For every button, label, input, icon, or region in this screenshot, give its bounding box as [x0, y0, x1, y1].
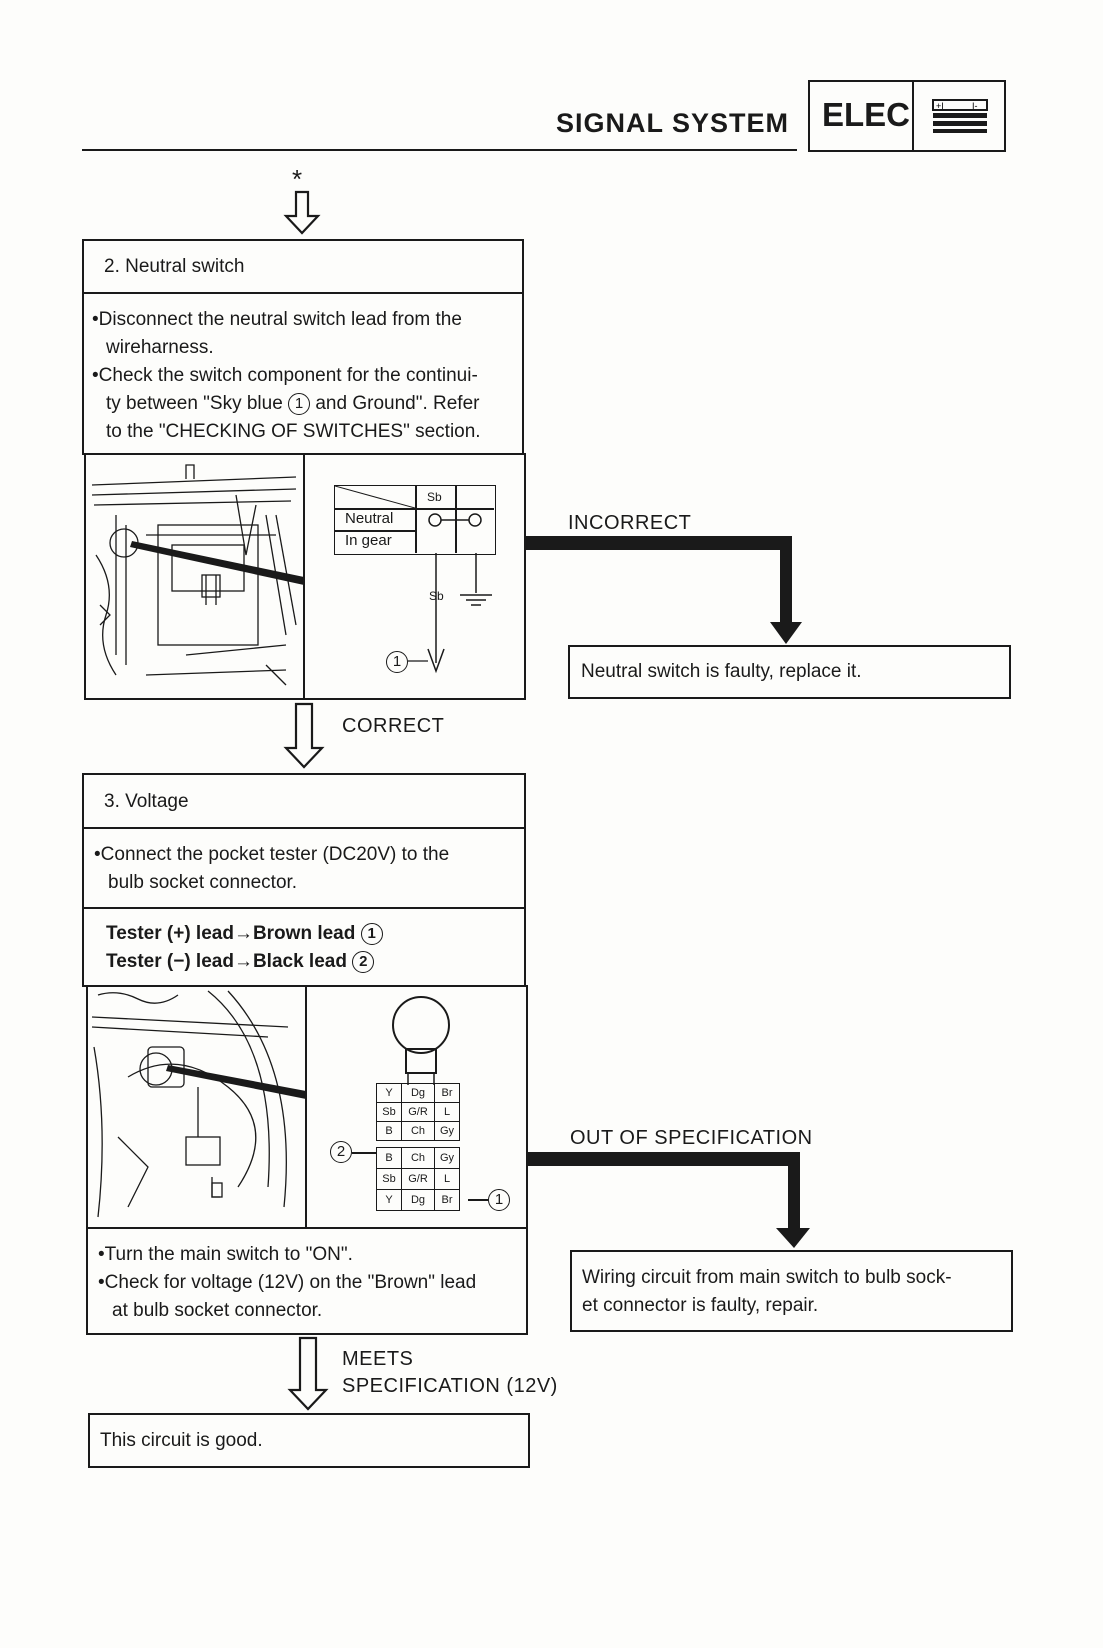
step3-line1: •Connect the pocket tester (DC20V) to the — [94, 844, 450, 865]
wire-label-sb: Sb — [429, 589, 444, 603]
pin: Y — [377, 1084, 402, 1103]
pin: Gy — [435, 1148, 460, 1169]
terminal-callout-1: 1 — [386, 651, 408, 673]
table-row — [377, 1190, 460, 1211]
pin: B — [377, 1148, 402, 1169]
bulb-socket-illustration — [88, 987, 306, 1227]
table-row — [377, 1103, 460, 1122]
table-row — [377, 1084, 460, 1103]
pin: G/R — [402, 1169, 435, 1190]
out-of-spec-result — [582, 1264, 1008, 1320]
section-label: ELEC — [822, 96, 911, 133]
pin: Br — [435, 1084, 460, 1103]
step3-instructions — [94, 841, 520, 897]
section-tab — [808, 80, 1006, 152]
page-title: SIGNAL SYSTEM — [556, 108, 790, 138]
connector-callout-1: 1 — [488, 1189, 510, 1211]
final-result: This circuit is good. — [100, 1430, 263, 1451]
pin: G/R — [402, 1103, 435, 1122]
pin: B — [377, 1122, 402, 1141]
table-row — [377, 1169, 460, 1190]
svg-text:+I: +I — [936, 101, 944, 111]
step2-title-box — [82, 239, 524, 294]
step2-line5: to the "CHECKING OF SWITCHES" section. — [106, 421, 481, 442]
pin: Dg — [402, 1084, 435, 1103]
table-row-neutral: Neutral — [345, 510, 394, 527]
tester-minus — [106, 948, 383, 976]
incorrect-result-box — [568, 645, 1011, 699]
table-row — [377, 1148, 460, 1169]
step3-title-box — [82, 773, 526, 829]
meets-label — [342, 1346, 558, 1400]
pin: Sb — [377, 1103, 402, 1122]
table-line — [415, 486, 417, 553]
callout-1: 1 — [288, 393, 310, 415]
table-row-in-gear: In gear — [345, 532, 392, 549]
meets-arrow-icon — [286, 1336, 330, 1412]
incorrect-result: Neutral switch is faulty, replace it. — [581, 661, 862, 682]
step2-instructions-box — [82, 292, 524, 455]
step3-check3: at bulb socket connector. — [112, 1300, 323, 1321]
step3-check-box — [86, 1227, 528, 1335]
out-of-spec-line1: Wiring circuit from main switch to bulb sock- — [582, 1267, 952, 1288]
final-result-box — [88, 1413, 530, 1468]
step2-line2: wireharness. — [106, 337, 214, 358]
step2-figure-box — [84, 453, 526, 700]
callout-2: 2 — [352, 951, 374, 973]
meets-label-line1: MEETS — [342, 1348, 414, 1370]
tester-plus — [106, 920, 383, 948]
section-divider — [912, 82, 914, 150]
step3-check2: •Check for voltage (12V) on the "Brown" lead — [98, 1272, 477, 1293]
step3-line2: bulb socket connector. — [108, 872, 298, 893]
incorrect-label: INCORRECT — [568, 512, 692, 534]
step3-figure-box — [86, 985, 528, 1229]
step3-instructions-box — [82, 827, 526, 909]
down-arrow-icon — [282, 190, 322, 236]
incorrect-branch-arrow — [524, 534, 814, 646]
header-rule — [82, 149, 797, 151]
continuity-table — [334, 485, 496, 555]
correct-arrow-icon — [282, 702, 326, 770]
correct-label: CORRECT — [342, 715, 445, 737]
neutral-switch-illustration — [86, 455, 304, 698]
bulb-icon — [386, 993, 456, 1085]
out-of-spec-line2: et connector is faulty, repair. — [582, 1295, 819, 1316]
pin: Gy — [435, 1122, 460, 1141]
tester-leads — [106, 920, 383, 976]
connector-callout-2: 2 — [330, 1141, 352, 1163]
step2-line3: •Check the switch component for the continui- — [92, 365, 478, 386]
continuation-marker: * — [292, 164, 303, 194]
svg-text:I-: I- — [972, 101, 978, 111]
out-of-spec-label: OUT OF SPECIFICATION — [570, 1127, 813, 1149]
step2-line4a: ty between "Sky blue — [106, 393, 289, 414]
pin: Ch — [402, 1148, 435, 1169]
tester-minus-text: Tester (−) lead→Black lead — [106, 951, 353, 972]
tester-box — [82, 907, 526, 987]
connector-top — [376, 1083, 460, 1141]
pin: Br — [435, 1190, 460, 1211]
table-row — [377, 1122, 460, 1141]
step2-line4 — [92, 390, 518, 418]
step2-instructions — [92, 306, 518, 446]
battery-icon — [932, 98, 988, 134]
out-of-spec-result-box — [570, 1250, 1013, 1332]
pin: Sb — [377, 1169, 402, 1190]
pin: Y — [377, 1190, 402, 1211]
step3-check — [98, 1241, 524, 1325]
out-of-spec-branch-arrow — [526, 1150, 816, 1250]
meets-label-line2: SPECIFICATION (12V) — [342, 1375, 558, 1397]
step3-check1: •Turn the main switch to "ON". — [98, 1244, 353, 1265]
tester-plus-text: Tester (+) lead→Brown lead — [106, 923, 361, 944]
continuity-symbol — [425, 512, 485, 528]
table-col-header: Sb — [427, 490, 442, 504]
figure-divider — [303, 455, 305, 698]
callout-leader — [468, 1199, 488, 1201]
connector-bottom — [376, 1147, 460, 1211]
callout-1: 1 — [361, 923, 383, 945]
step3-title: 3. Voltage — [104, 791, 189, 812]
pin: Dg — [402, 1190, 435, 1211]
figure-divider — [305, 987, 307, 1227]
step2-line4b: and Ground". Refer — [310, 393, 480, 414]
callout-leader — [352, 1152, 376, 1154]
pin: Ch — [402, 1122, 435, 1141]
connector-diagram — [376, 1083, 476, 1211]
pin: L — [435, 1103, 460, 1122]
pin: L — [435, 1169, 460, 1190]
table-diagonal — [335, 486, 415, 508]
step2-line1: •Disconnect the neutral switch lead from the — [92, 309, 462, 330]
step2-title: 2. Neutral switch — [104, 256, 245, 277]
